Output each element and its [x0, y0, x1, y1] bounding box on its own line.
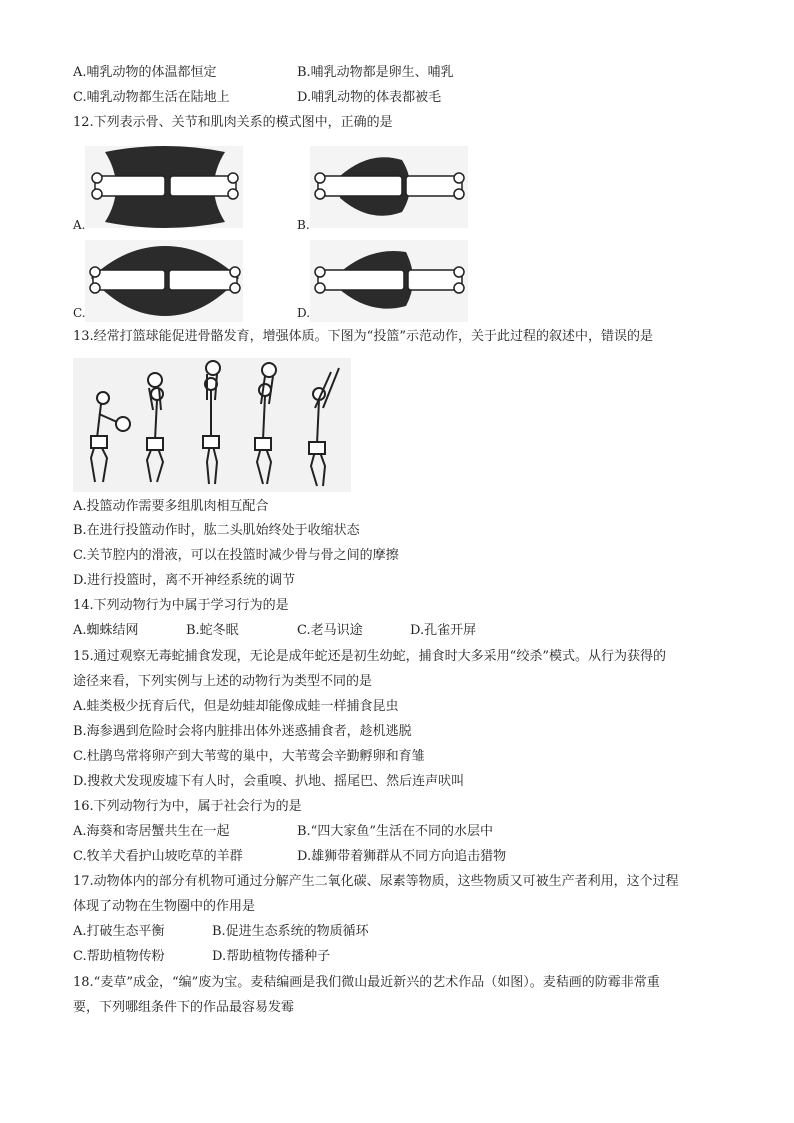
q18-stem-line2: 要，下列哪组条件下的作品最容易发霉 [73, 1000, 295, 1015]
q15-option-c: C.杜鹃鸟常将卵产到大苇莺的巢中，大苇莺会辛勤孵卵和育雏 [73, 749, 425, 764]
q13-option-c: C.关节腔内的滑液，可以在投篮时减少骨与骨之间的摩擦 [73, 548, 399, 563]
q13-option-a: A.投篮动作需要多组肌肉相互配合 [73, 499, 269, 514]
q15-stem-line1: 15.通过观察无毒蛇捕食发现，无论是成年蛇还是初生幼蛇，捕食时大多采用“绞杀”模式。从行为获得的 [73, 649, 666, 664]
q14-option-a: A.蜘蛛结网 [73, 623, 139, 638]
q17-option-b: B.促进生态系统的物质循环 [212, 924, 369, 939]
q11-option-c: C.哺乳动物都生活在陆地上 [73, 90, 230, 105]
q13-option-d: D.进行投篮时，离不开神经系统的调节 [73, 573, 296, 588]
q17-option-a: A.打破生态平衡 [73, 924, 165, 939]
q14-option-d: D.孔雀开屏 [410, 623, 477, 638]
q12-figure-c [85, 240, 243, 322]
q12-label-d: D. [297, 306, 311, 320]
q12-label-c: C. [73, 306, 86, 320]
q11-option-b: B.哺乳动物都是卵生、哺乳 [297, 65, 454, 80]
q15-option-a: A.蛙类极少抚育后代，但是幼蛙却能像成蛙一样捕食昆虫 [73, 699, 399, 714]
q17-stem-line1: 17.动物体内的部分有机物可通过分解产生二氧化碳、尿素等物质，这些物质又可被生产者利用，这个过程 [73, 874, 679, 889]
q12-figure-a [85, 146, 243, 228]
q13-basketball-figure [73, 358, 351, 492]
q16-option-c: C.牧羊犬看护山坡吃草的羊群 [73, 849, 243, 864]
q18-stem-line1: 18.“麦草”成金，“编”废为宝。麦秸编画是我们微山最近新兴的艺术作品（如图）。麦秸画的防霉非常重 [73, 975, 660, 990]
q17-stem-line2: 体现了动物在生物圈中的作用是 [73, 899, 256, 914]
q17-option-d: D.帮助植物传播种子 [212, 949, 331, 964]
q14-option-b: B.蛇冬眠 [186, 623, 239, 638]
q12-label-b: B. [297, 218, 310, 232]
q16-option-b: B.“四大家鱼”生活在不同的水层中 [297, 824, 493, 839]
q16-stem: 16.下列动物行为中，属于社会行为的是 [73, 799, 302, 814]
q13-option-b: B.在进行投篮动作时，肱二头肌始终处于收缩状态 [73, 523, 360, 538]
q11-option-d: D.哺乳动物的体表都被毛 [297, 90, 442, 105]
q12-label-a: A. [73, 218, 86, 232]
q15-option-b: B.海参遇到危险时会将内脏排出体外迷惑捕食者，趁机逃脱 [73, 724, 412, 739]
q15-stem-line2: 途径来看，下列实例与上述的动物行为类型不同的是 [73, 674, 373, 689]
q14-stem: 14.下列动物行为中属于学习行为的是 [73, 598, 289, 613]
q11-option-a: A.哺乳动物的体温都恒定 [73, 65, 217, 80]
q12-stem: 12.下列表示骨、关节和肌肉关系的模式图中，正确的是 [73, 115, 393, 130]
q13-stem: 13.经常打篮球能促进骨骼发育，增强体质。下图为“投篮”示范动作，关于此过程的叙述中，错误的是 [73, 329, 653, 344]
q12-figure-b [310, 146, 468, 228]
q17-option-c: C.帮助植物传粉 [73, 949, 165, 964]
q16-option-d: D.雄狮带着狮群从不同方向追击猎物 [297, 849, 507, 864]
q14-option-c: C.老马识途 [297, 623, 363, 638]
q12-figure-d [310, 240, 468, 322]
q16-option-a: A.海葵和寄居蟹共生在一起 [73, 824, 230, 839]
q15-option-d: D.搜救犬发现废墟下有人时，会重嗅、扒地、摇尾巴、然后连声吠叫 [73, 774, 465, 789]
